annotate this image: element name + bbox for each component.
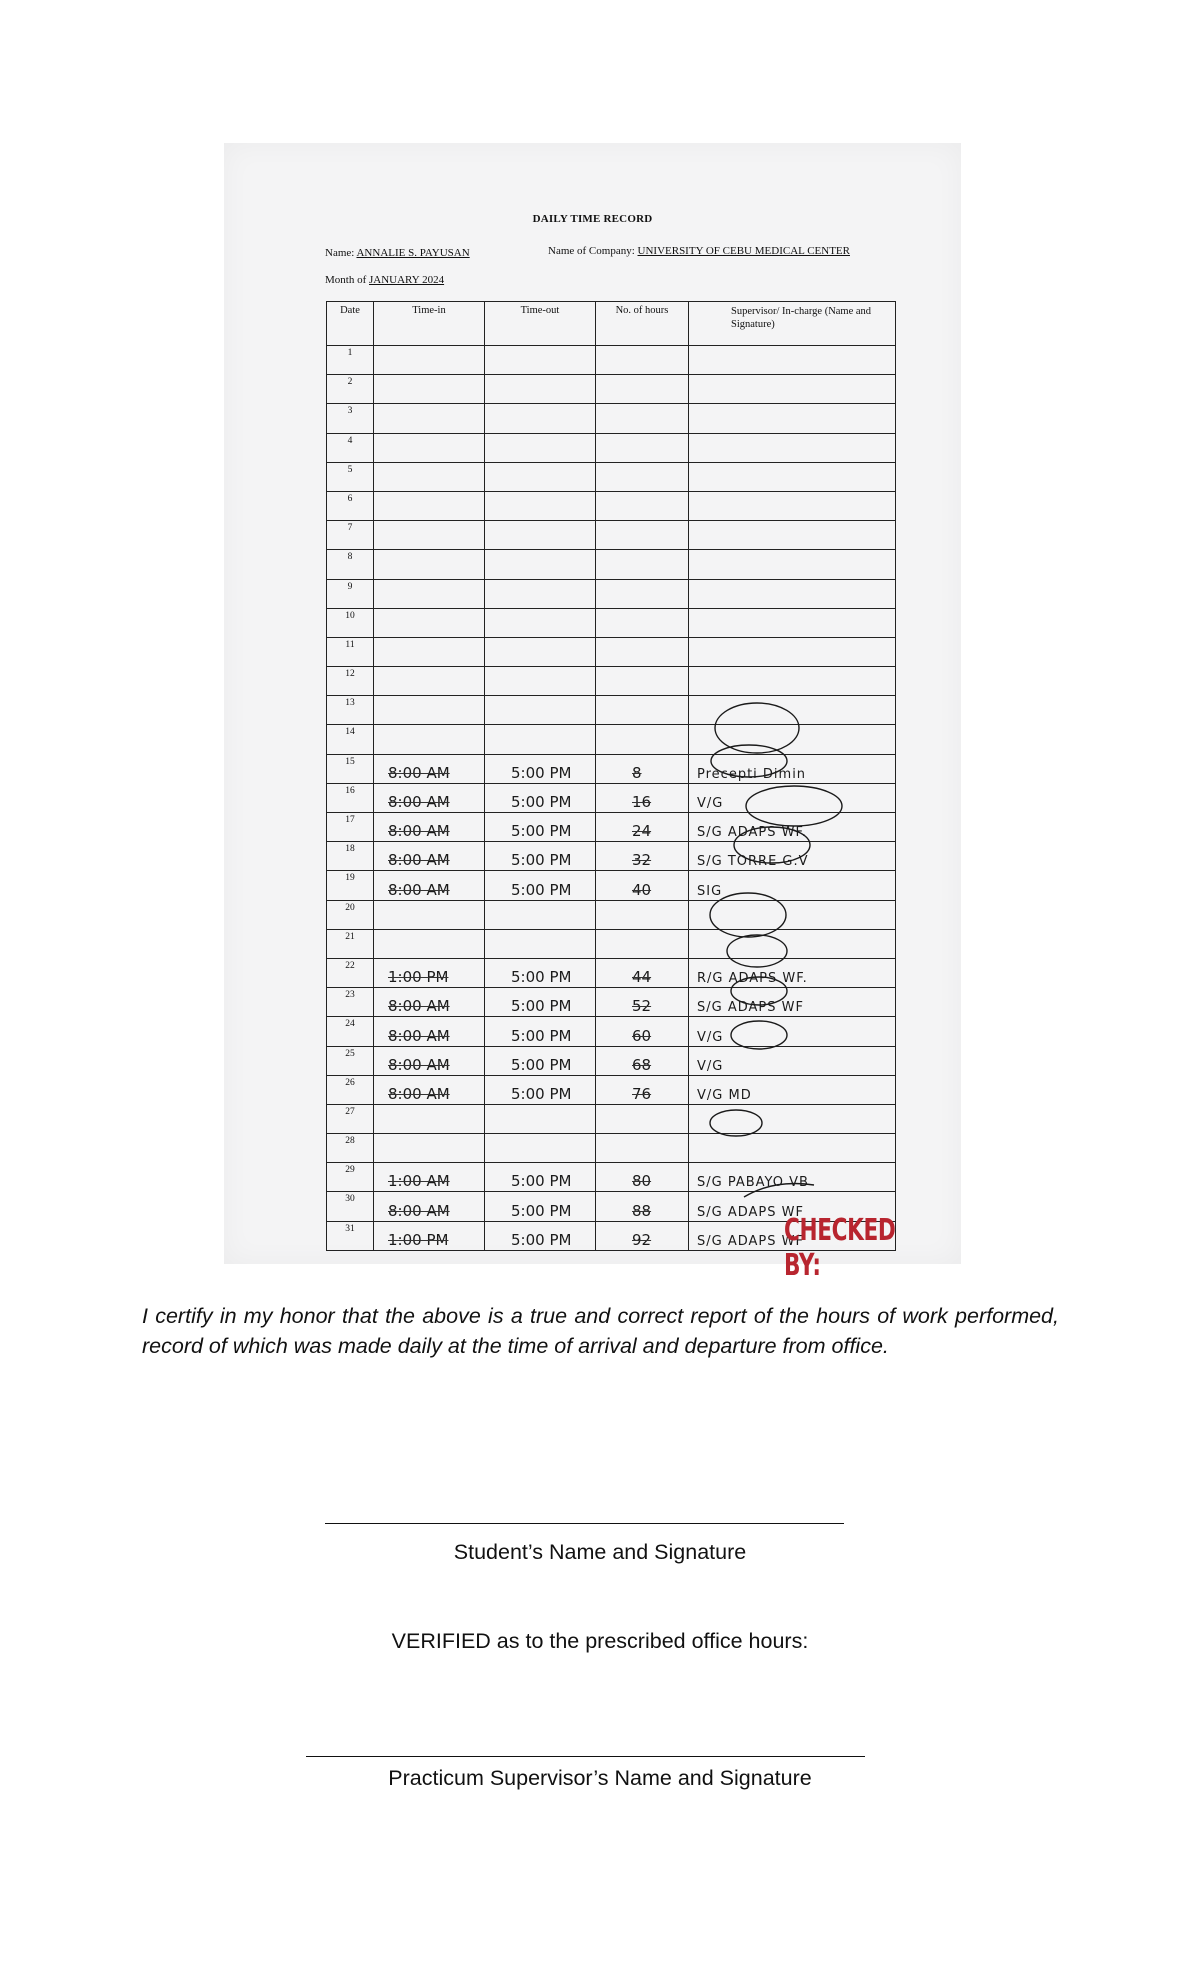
supervisor-signature-cell — [689, 346, 896, 375]
time-out-cell — [485, 900, 596, 929]
date-cell: 27 — [327, 1104, 374, 1133]
time-out-cell — [485, 929, 596, 958]
table-row — [327, 725, 896, 754]
col-supervisor: Supervisor/ In-charge (Name and Signature) — [689, 302, 896, 346]
table-row — [327, 1017, 896, 1046]
supervisor-signature-cell: SIG — [689, 871, 896, 900]
supervisor-signature-cell: V/G — [689, 783, 896, 812]
supervisor-signature-cell: V/G — [689, 1017, 896, 1046]
company-value: UNIVERSITY OF CEBU MEDICAL CENTER — [637, 245, 850, 257]
time-out-cell — [485, 462, 596, 491]
col-hours: No. of hours — [596, 302, 689, 346]
hours-cell — [596, 346, 689, 375]
hours-cell — [596, 900, 689, 929]
time-in-cell: 1:00 AM — [374, 1163, 485, 1192]
date-cell: 17 — [327, 813, 374, 842]
supervisor-signature-caption: Practicum Supervisor’s Name and Signature — [388, 1766, 812, 1790]
table-row — [327, 842, 896, 871]
student-signature-line — [325, 1523, 844, 1524]
time-in-cell: 8:00 AM — [374, 871, 485, 900]
time-in-cell: 1:00 PM — [374, 958, 485, 987]
time-in-cell — [374, 1134, 485, 1163]
table-row — [327, 550, 896, 579]
hours-cell — [596, 521, 689, 550]
time-out-cell — [485, 725, 596, 754]
supervisor-signature-cell — [689, 667, 896, 696]
time-in-cell — [374, 462, 485, 491]
supervisor-signature-cell: S/G PABAYO VB — [689, 1163, 896, 1192]
supervisor-signature-cell: S/G TORRE G.V — [689, 842, 896, 871]
table-row — [327, 871, 896, 900]
time-in-cell: 8:00 AM — [374, 1075, 485, 1104]
month-label: Month of — [325, 274, 367, 286]
col-time-out: Time-out — [485, 302, 596, 346]
time-out-cell: 5:00 PM — [485, 813, 596, 842]
table-row — [327, 346, 896, 375]
hours-cell — [596, 637, 689, 666]
time-in-cell — [374, 725, 485, 754]
time-in-cell — [374, 491, 485, 520]
supervisor-signature-cell — [689, 491, 896, 520]
supervisor-signature-cell: R/G ADAPS WF. — [689, 958, 896, 987]
supervisor-signature-cell — [689, 608, 896, 637]
hours-cell — [596, 1104, 689, 1133]
supervisor-signature-cell — [689, 550, 896, 579]
time-in-cell: 8:00 AM — [374, 754, 485, 783]
table-row — [327, 813, 896, 842]
time-in-cell — [374, 375, 485, 404]
hours-cell — [596, 375, 689, 404]
month-value: JANUARY 2024 — [369, 274, 445, 286]
time-in-cell: 1:00 PM — [374, 1221, 485, 1250]
time-out-cell: 5:00 PM — [485, 1221, 596, 1250]
supervisor-signature-cell — [689, 725, 896, 754]
time-in-cell — [374, 900, 485, 929]
hours-cell: 92 — [596, 1221, 689, 1250]
hours-cell — [596, 696, 689, 725]
date-cell: 4 — [327, 433, 374, 462]
supervisor-signature-cell — [689, 1134, 896, 1163]
time-out-cell — [485, 579, 596, 608]
date-cell: 22 — [327, 958, 374, 987]
time-out-cell: 5:00 PM — [485, 871, 596, 900]
hours-cell — [596, 667, 689, 696]
hours-cell: 60 — [596, 1017, 689, 1046]
table-body — [327, 346, 896, 1251]
month-line — [325, 274, 444, 286]
time-out-cell — [485, 375, 596, 404]
time-out-cell — [485, 1104, 596, 1133]
table-row — [327, 1075, 896, 1104]
time-out-cell: 5:00 PM — [485, 1192, 596, 1221]
time-in-cell: 8:00 AM — [374, 813, 485, 842]
time-in-cell — [374, 608, 485, 637]
table-row — [327, 958, 896, 987]
hours-cell: 16 — [596, 783, 689, 812]
hours-cell: 40 — [596, 871, 689, 900]
time-in-cell — [374, 346, 485, 375]
table-row — [327, 491, 896, 520]
hours-cell — [596, 608, 689, 637]
time-out-cell — [485, 1134, 596, 1163]
time-record-table — [326, 301, 896, 1251]
hours-cell: 8 — [596, 754, 689, 783]
time-in-cell — [374, 404, 485, 433]
supervisor-signature-cell — [689, 462, 896, 491]
table-header-row — [327, 302, 896, 346]
date-cell: 16 — [327, 783, 374, 812]
date-cell: 21 — [327, 929, 374, 958]
date-cell: 6 — [327, 491, 374, 520]
verified-text: VERIFIED as to the prescribed office hours: — [391, 1629, 809, 1653]
supervisor-signature-cell: S/G ADAPS WF — [689, 988, 896, 1017]
time-out-cell — [485, 404, 596, 433]
date-cell: 12 — [327, 667, 374, 696]
date-cell: 23 — [327, 988, 374, 1017]
table-row — [327, 1163, 896, 1192]
date-cell: 20 — [327, 900, 374, 929]
hours-cell — [596, 725, 689, 754]
time-out-cell: 5:00 PM — [485, 1163, 596, 1192]
col-time-in: Time-in — [374, 302, 485, 346]
time-out-cell — [485, 608, 596, 637]
time-in-cell: 8:00 AM — [374, 1046, 485, 1075]
supervisor-signature-cell — [689, 929, 896, 958]
time-out-cell: 5:00 PM — [485, 988, 596, 1017]
table-row — [327, 1046, 896, 1075]
table-row — [327, 1104, 896, 1133]
supervisor-signature-cell: S/G ADAPS WF — [689, 1221, 896, 1250]
time-in-cell — [374, 550, 485, 579]
hours-cell: 32 — [596, 842, 689, 871]
table-row — [327, 462, 896, 491]
table-row — [327, 1134, 896, 1163]
time-in-cell — [374, 637, 485, 666]
record-title: DAILY TIME RECORD — [532, 213, 653, 225]
hours-cell — [596, 579, 689, 608]
hours-cell: 52 — [596, 988, 689, 1017]
time-in-cell: 8:00 AM — [374, 988, 485, 1017]
hours-cell: 68 — [596, 1046, 689, 1075]
company-line — [548, 245, 850, 257]
time-in-cell — [374, 433, 485, 462]
hours-cell: 24 — [596, 813, 689, 842]
scanned-daily-time-record — [224, 143, 961, 1283]
date-cell: 13 — [327, 696, 374, 725]
supervisor-signature-cell — [689, 1104, 896, 1133]
date-cell: 29 — [327, 1163, 374, 1192]
supervisor-signature-cell — [689, 579, 896, 608]
hours-cell: 88 — [596, 1192, 689, 1221]
time-out-cell — [485, 346, 596, 375]
table-row — [327, 783, 896, 812]
date-cell: 28 — [327, 1134, 374, 1163]
supervisor-signature-cell — [689, 521, 896, 550]
supervisor-signature-cell: V/G MD — [689, 1075, 896, 1104]
col-date: Date — [327, 302, 374, 346]
hours-cell: 76 — [596, 1075, 689, 1104]
date-cell: 11 — [327, 637, 374, 666]
checked-by-stamp: CHECKED BY: — [784, 1213, 896, 1283]
table-row — [327, 375, 896, 404]
time-out-cell — [485, 521, 596, 550]
table-row — [327, 696, 896, 725]
table-row — [327, 637, 896, 666]
name-value: ANNALIE S. PAYUSAN — [356, 247, 470, 259]
table-row — [327, 900, 896, 929]
time-out-cell: 5:00 PM — [485, 1046, 596, 1075]
hours-cell: 44 — [596, 958, 689, 987]
date-cell: 9 — [327, 579, 374, 608]
supervisor-signature-cell — [689, 404, 896, 433]
supervisor-signature-cell — [689, 696, 896, 725]
time-in-cell — [374, 929, 485, 958]
supervisor-signature-line — [306, 1756, 865, 1757]
date-cell: 15 — [327, 754, 374, 783]
supervisor-signature-cell — [689, 433, 896, 462]
name-line — [325, 247, 470, 259]
time-in-cell — [374, 667, 485, 696]
hours-cell — [596, 550, 689, 579]
hours-cell: 80 — [596, 1163, 689, 1192]
hours-cell — [596, 404, 689, 433]
date-cell: 19 — [327, 871, 374, 900]
time-in-cell — [374, 1104, 485, 1133]
time-in-cell: 8:00 AM — [374, 1017, 485, 1046]
time-out-cell: 5:00 PM — [485, 1017, 596, 1046]
date-cell: 14 — [327, 725, 374, 754]
table-row — [327, 929, 896, 958]
date-cell: 3 — [327, 404, 374, 433]
time-out-cell — [485, 667, 596, 696]
supervisor-signature-cell: S/G ADAPS WF. — [689, 813, 896, 842]
time-out-cell: 5:00 PM — [485, 958, 596, 987]
date-cell: 10 — [327, 608, 374, 637]
hours-cell — [596, 1134, 689, 1163]
time-out-cell: 5:00 PM — [485, 754, 596, 783]
supervisor-signature-cell: Precepti Dimin — [689, 754, 896, 783]
time-in-cell — [374, 521, 485, 550]
time-out-cell — [485, 550, 596, 579]
supervisor-signature-cell: V/G — [689, 1046, 896, 1075]
table-row — [327, 404, 896, 433]
time-in-cell: 8:00 AM — [374, 783, 485, 812]
time-out-cell: 5:00 PM — [485, 783, 596, 812]
time-out-cell — [485, 637, 596, 666]
supervisor-signature-cell: S/G ADAPS WF — [689, 1192, 896, 1221]
table-row — [327, 579, 896, 608]
time-out-cell — [485, 433, 596, 462]
student-signature-caption: Student’s Name and Signature — [453, 1540, 747, 1564]
date-cell: 31 — [327, 1221, 374, 1250]
time-in-cell: 8:00 AM — [374, 1192, 485, 1221]
time-out-cell — [485, 491, 596, 520]
table-row — [327, 988, 896, 1017]
hours-cell — [596, 433, 689, 462]
hours-cell — [596, 929, 689, 958]
time-out-cell — [485, 696, 596, 725]
table-row — [327, 754, 896, 783]
table-row — [327, 433, 896, 462]
date-cell: 26 — [327, 1075, 374, 1104]
supervisor-signature-cell — [689, 900, 896, 929]
date-cell: 18 — [327, 842, 374, 871]
table-row — [327, 521, 896, 550]
table-row — [327, 608, 896, 637]
hours-cell — [596, 491, 689, 520]
date-cell: 24 — [327, 1017, 374, 1046]
date-cell: 30 — [327, 1192, 374, 1221]
hours-cell — [596, 462, 689, 491]
date-cell: 5 — [327, 462, 374, 491]
time-in-cell — [374, 696, 485, 725]
time-out-cell: 5:00 PM — [485, 1075, 596, 1104]
date-cell: 25 — [327, 1046, 374, 1075]
time-in-cell: 8:00 AM — [374, 842, 485, 871]
date-cell: 2 — [327, 375, 374, 404]
supervisor-signature-cell — [689, 637, 896, 666]
table-row — [327, 667, 896, 696]
date-cell: 8 — [327, 550, 374, 579]
name-label: Name: — [325, 247, 355, 259]
company-label: Name of Company: — [548, 245, 635, 257]
time-in-cell — [374, 579, 485, 608]
date-cell: 7 — [327, 521, 374, 550]
certification-text: I certify in my honor that the above is a true and correct report of the hours of work performed, record of which was made daily at the time of arrival and departure from office. — [142, 1304, 1059, 1358]
supervisor-signature-cell — [689, 375, 896, 404]
time-out-cell: 5:00 PM — [485, 842, 596, 871]
date-cell: 1 — [327, 346, 374, 375]
